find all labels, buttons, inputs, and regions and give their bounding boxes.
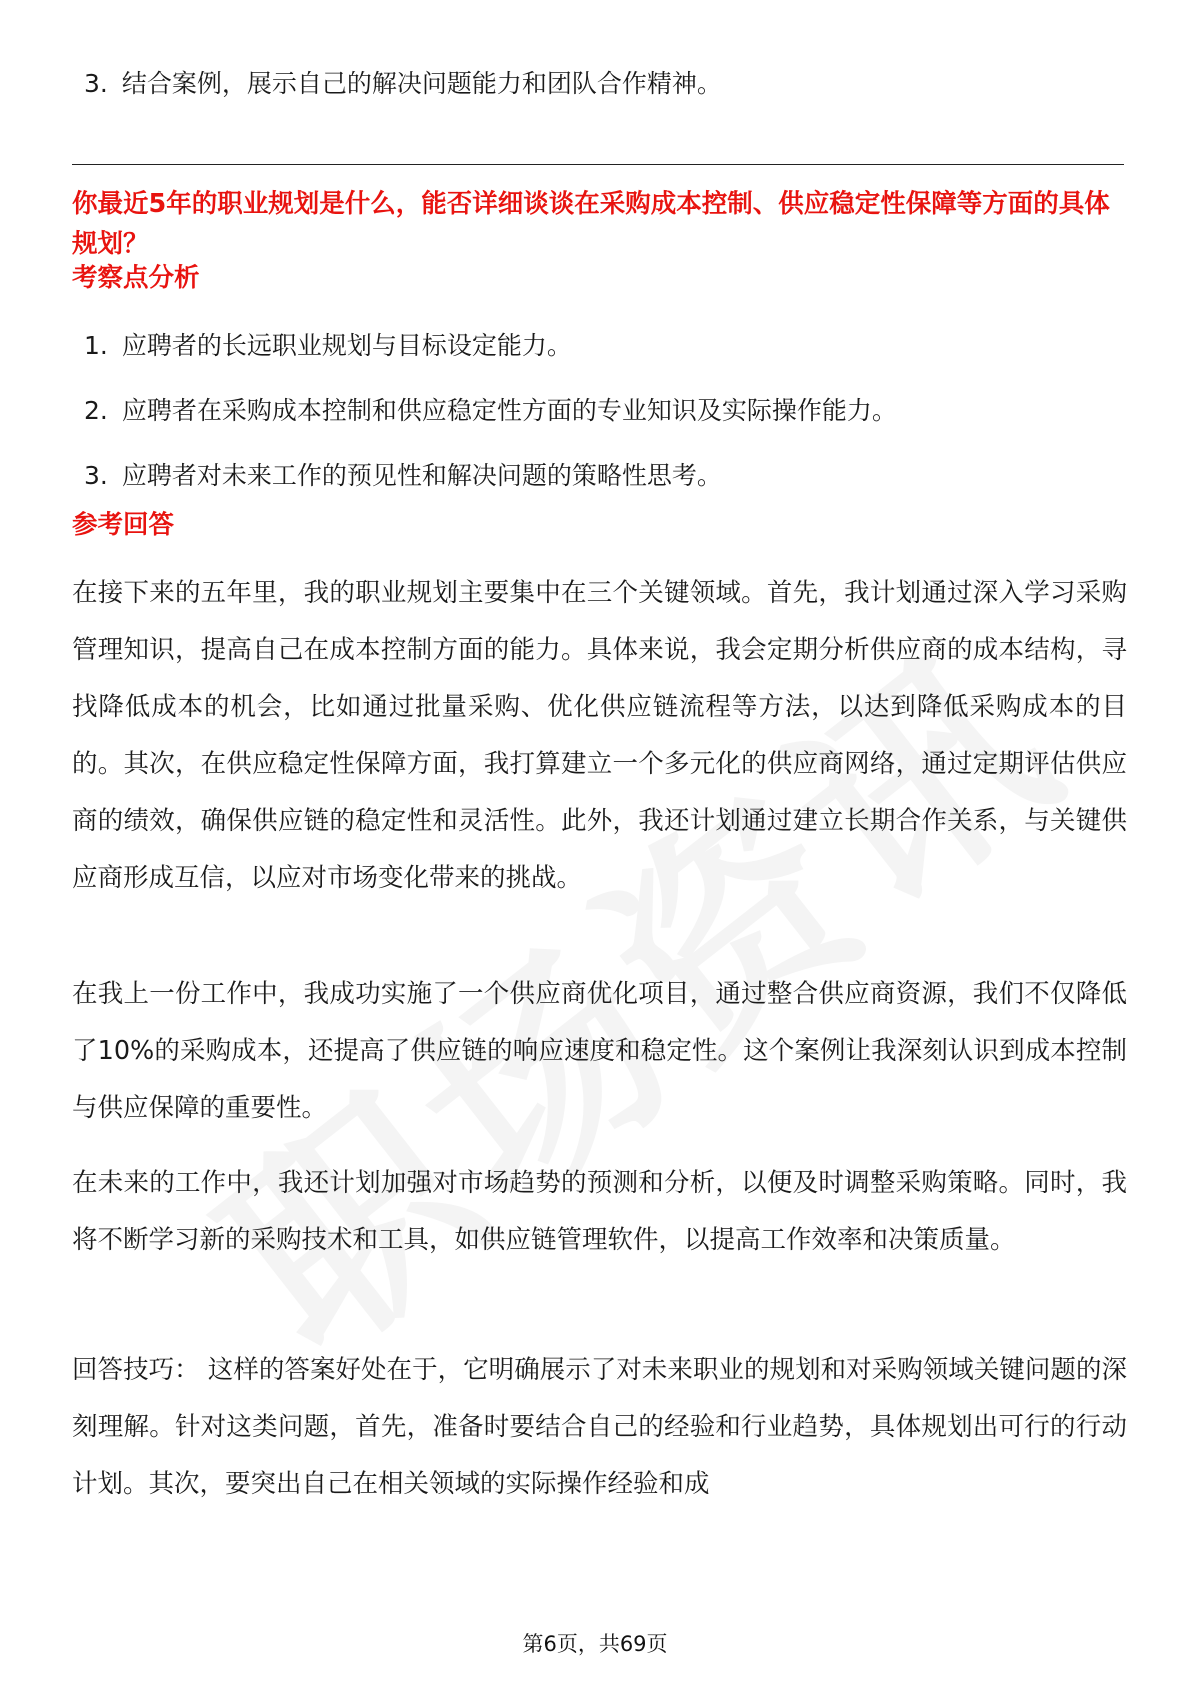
answer-heading: 参考回答: [72, 510, 175, 540]
list-item-text: 应聘者在采购成本控制和供应稳定性方面的专业知识及实际操作能力。: [121, 396, 897, 425]
list-item: [84, 391, 1124, 431]
answer-paragraph: 在未来的工作中，我还计划加强对市场趋势的预测和分析，以便及时调整采购策略。同时，我将不断学习新的采购技术和工具，如供应链管理软件，以提高工作效率和决策质量。: [72, 1168, 1127, 1255]
answer-paragraph: 在接下来的五年里，我的职业规划主要集中在三个关键领域。首先，我计划通过深入学习采购管理知识，提高自己在成本控制方面的能力。具体来说，我会定期分析供应商的成本结构，寻找降低成本的机会，比如通过批量采购、优化供应链流程等方法，以达到降低采购成本的目的。其次，在供应稳定性保障方面，我打算建立一个多元化的供应商网络，通过定期评估供应商的绩效，确保供应链的稳定性和灵活性。此外，我还计划通过建立长期合作关系，与关键供应商形成互信，以应对市场变化带来的挑战。: [72, 578, 1127, 893]
list-item: [84, 326, 1124, 366]
analysis-list: [84, 326, 1124, 521]
list-item-number: 2.: [84, 396, 108, 425]
list-item-number: 3.: [84, 69, 108, 98]
analysis-heading: 考察点分析: [72, 263, 200, 293]
list-item-text: 应聘者对未来工作的预见性和解决问题的策略性思考。: [121, 461, 722, 490]
list-item: [84, 456, 1124, 496]
question-heading: 你最近5年的职业规划是什么，能否详细谈谈在采购成本控制、供应稳定性保障等方面的具体规划？: [72, 189, 1110, 259]
answer-tips-paragraph: 回答技巧： 这样的答案好处在于，它明确展示了对未来职业的规划和对采购领域关键问题的深刻理解。针对这类问题，首先，准备时要结合自己的经验和行业趋势，具体规划出可行的行动计划。其次，要突出自己在相关领域的实际操作经验和成: [72, 1355, 1127, 1499]
list-item-number: 1.: [84, 331, 108, 360]
section-divider: [72, 164, 1124, 165]
page-number: 第6页，共69页: [522, 1632, 668, 1656]
list-item-number: 3.: [84, 461, 108, 490]
list-item-text: 结合案例，展示自己的解决问题能力和团队合作精神。: [121, 69, 722, 98]
answer-paragraph: 在我上一份工作中，我成功实施了一个供应商优化项目，通过整合供应商资源，我们不仅降低了10%的采购成本，还提高了供应链的响应速度和稳定性。这个案例让我深刻认识到成本控制与供应保障的重要性。: [72, 979, 1127, 1123]
list-item-text: 应聘者的长远职业规划与目标设定能力。: [121, 331, 572, 360]
list-item: [84, 64, 722, 104]
